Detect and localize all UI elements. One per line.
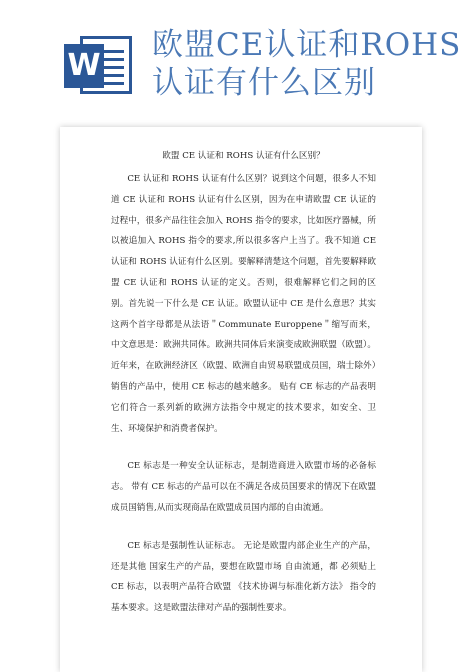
- document-paragraph: CE 标志是一种安全认证标志，是制造商进入欧盟市场的必备标志。 带有 CE 标志的产品可以在不满足各成员国要求的情况下在欧盟成员国销售,从而实现商品在欧盟成员国内部的自由流通。: [111, 461, 376, 513]
- document-paragraph: CE 认证和 ROHS 认证有什么区别？说到这个问题，很多人不知道 CE 认证和 ROHS 认证有什么区别，因为在申请欧盟 CE 认证的过程中，很多产品往往会加入 ROHS 指令的要求，比如医疗器械，所以被追加入 ROHS 指令的要求,所以很多客户上当了。我不知道 CE 认证和 ROHS 认证有什么区别。要解释清楚这个问题，首先要解释欧盟 CE 认证和 ROHS 认证的定义。否则，很难解释它们之间的区别。首先说一下什么是 CE 认证。欧盟认证中 CE 是什么意思？其实这两个首字母都是从法语＂Communate Europpene＂缩写而来，中文意思是：欧洲共同体。欧洲共同体后来演变成欧洲联盟（欧盟）。近年来，在欧洲经济区（欧盟、欧洲自由贸易联盟成员国，瑞士除外）销售的产品中，使用 CE 标志的越来越多。 贴有 CE 标志的产品表明它们符合一系列新的欧洲方法指令中规定的技术要求，如安全、卫生、环境保护和消费者保护。: [111, 174, 376, 434]
- document-paragraph: CE 标志是强制性认证标志。 无论是欧盟内部企业生产的产品，还是其他 国家生产的产品，要想在欧盟市场 自由流通，都 必须贴上 CE 标志，以表明产品符合欧盟 《技术协调与标准化新方法》 指令的基本要求。这是欧盟法律对产品的强制性要求。: [111, 540, 376, 614]
- document-title: 欧盟 CE 认证和 ROHS 认证有什么区别？: [162, 151, 325, 161]
- header: [0, 0, 474, 118]
- word-icon-badge: W: [64, 44, 104, 88]
- document-page-preview: [60, 127, 422, 672]
- paragraph-gap: [111, 439, 376, 456]
- word-document-icon: [64, 36, 132, 94]
- document-body: [111, 148, 376, 619]
- page-title: 欧盟CE认证和ROHS认证有什么区别: [152, 27, 462, 101]
- paragraph-gap: [111, 519, 376, 536]
